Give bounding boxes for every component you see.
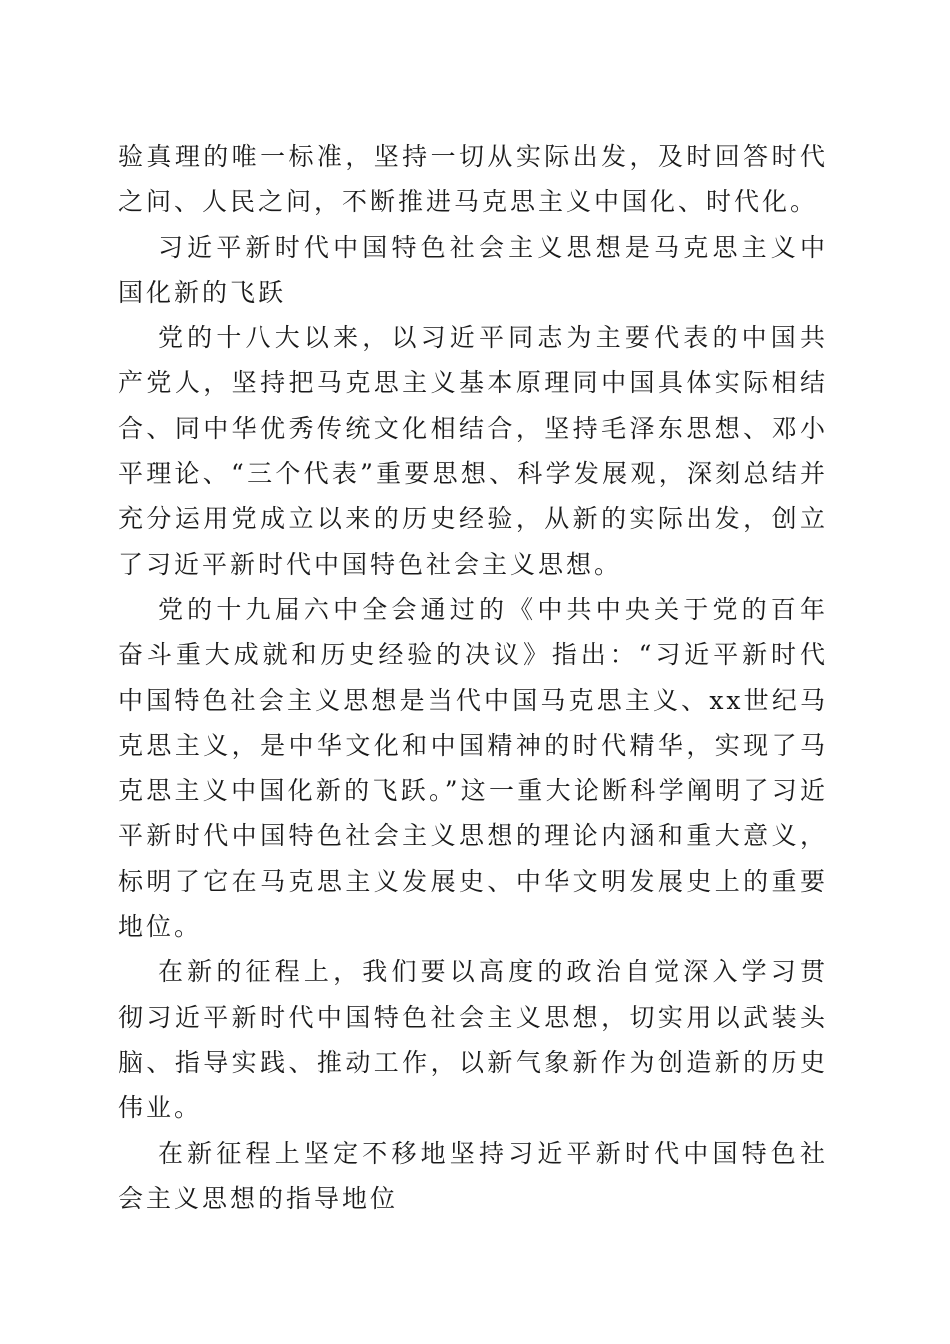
paragraph-continued: 验真理的唯一标准，坚持一切从实际出发，及时回答时代之问、人民之问，不断推进马克思主义中国化、时代化。 <box>118 142 828 217</box>
paragraph-new-journey: 在新的征程上，我们要以高度的政治自觉深入学习贯彻习近平新时代中国特色社会主义思想，切实用以武装头脑、指导实践、推动工作，以新气象新作为创造新的历史伟业。 <box>118 957 828 1123</box>
paragraph-resolution-quote: 党的十九届六中全会通过的《中共中央关于党的百年奋斗重大成就和历史经验的决议》指出：“习近平新时代中国特色社会主义思想是当代中国马克思主义、xx世纪马克思主义，是中华文化和中国精神的时代精华，实现了马克思主义中国化新的飞跃。”这一重大论断科学阐明了习近平新时代中国特色社会主义思想的理论内涵和重大意义，标明了它在马克思主义发展史、中华文明发展史上的重要地位。 <box>118 594 828 942</box>
section-heading-new-leap: 习近平新时代中国特色社会主义思想是马克思主义中国化新的飞跃 <box>118 232 828 307</box>
document-body <box>118 134 828 1221</box>
section-heading-guiding-position: 在新征程上坚定不移地坚持习近平新时代中国特色社会主义思想的指导地位 <box>118 1138 828 1213</box>
paragraph-since-18th-congress: 党的十八大以来，以习近平同志为主要代表的中国共产党人，坚持把马克思主义基本原理同中国具体实际相结合、同中华优秀传统文化相结合，坚持毛泽东思想、邓小平理论、“三个代表”重要思想、科学发展观，深刻总结并充分运用党成立以来的历史经验，从新的实际出发，创立了习近平新时代中国特色社会主义思想。 <box>118 323 828 579</box>
